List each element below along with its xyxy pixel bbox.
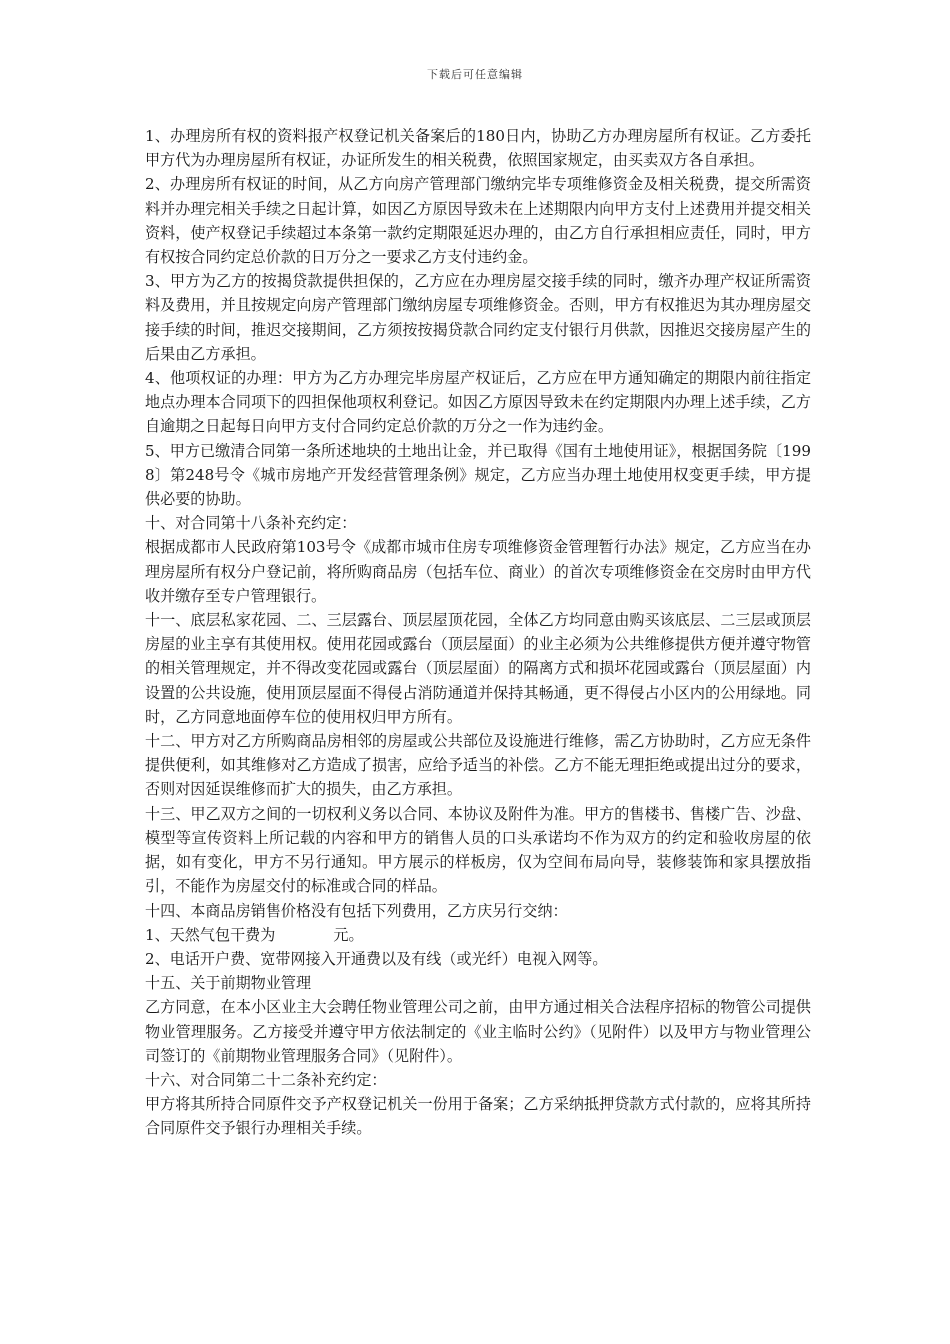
section-11: 十一、底层私家花园、二、三层露台、顶层屋顶花园，全体乙方均同意由购买该底层、二三层或顶层房屋的业主享有其使用权。使用花园或露台（顶层屋面）的业主必须为公共维修提供方便并遵守物管的相关管理规定，并不得改变花园或露台（顶层屋面）的隔离方式和损坏花园或露台（顶层屋面）内设置的公共设施，使用顶层屋面不得侵占消防通道并保持其畅通，更不得侵占小区内的公用绿地。同时，乙方同意地面停车位的使用权归甲方所有。 — [145, 611, 811, 726]
section-heading-16: 十六、对合同第二十二条补充约定： — [145, 1070, 387, 1089]
section-heading-15: 十五、关于前期物业管理 — [145, 974, 312, 993]
page-header: 下载后可任意编辑 — [427, 68, 523, 81]
paragraph-clause-4: 4、他项权证的办理：甲方为乙方办理完毕房屋产权证后，乙方应在甲方通知确定的期限内前往指定地点办理本合同项下的四担保他项权利登记。如因乙方原因导致未在约定期限内办理上述手续，乙方自逾期之日起每日向甲方支付合同约定总价款的万分之一作为违约金。 — [145, 369, 811, 436]
gas-fee-prefix: 1、天然气包干费为 — [145, 925, 276, 944]
paragraph-clause-3: 3、甲方为乙方的按揭贷款提供担保的，乙方应在办理房屋交接手续的同时，缴齐办理产权证所需资料及费用，并且按规定向房产管理部门缴纳房屋专项维修资金。否则，甲方有权推迟为其办理房屋交接手续的时间，推迟交接期间，乙方须按按揭贷款合同约定支付银行月供款，因推迟交接房屋产生的后果由乙方承担。 — [145, 272, 811, 363]
gas-fee-line — [145, 923, 811, 947]
section-14-item-2: 2、电话开户费、宽带网接入开通费以及有线（或光纤）电视入网等。 — [145, 949, 608, 968]
paragraph-clause-5: 5、甲方已缴清合同第一条所述地块的土地出让金，并已取得《国有土地使用证》，根据国务院〔1998〕第248号令《城市房地产开发经营管理条例》规定，乙方应当办理土地使用权变更手续，甲方提供必要的协助。 — [145, 441, 811, 509]
paragraph-section-16: 甲方将其所持合同原件交予产权登记机关一份用于备案；乙方采纳抵押贷款方式付款的，应将其所持合同原件交予银行办理相关手续。 — [145, 1095, 811, 1138]
section-heading-14: 十四、本商品房销售价格没有包括下列费用，乙方庆另行交纳： — [145, 901, 568, 920]
paragraph-section-10: 根据成都市人民政府第103号令《成都市城市住房专项维修资金管理暂行办法》规定，乙方应当在办理房屋所有权分户登记前，将所购商品房（包括车位、商业）的首次专项维修资金在交房时由甲方代收并缴存至专户管理银行。 — [145, 538, 811, 605]
gas-fee-suffix: 元。 — [333, 925, 364, 944]
paragraph-clause-2: 2、办理房所有权证的时间，从乙方向房产管理部门缴纳完毕专项维修资金及相关税费，提交所需资料并办理完相关手续之日起计算，如因乙方原因导致未在上述期限内向甲方支付上述费用并提交相关资料，使产权登记手续超过本条第一款约定期限延迟办理的，由乙方自行承担相应责任，同时，甲方有权按合同约定总价款的日万分之一要求乙方支付违约金。 — [145, 175, 811, 267]
paragraph-clause-1: 1、办理房所有权的资料报产权登记机关备案后的180日内，协助乙方办理房屋所有权证。乙方委托甲方代为办理房屋所有权证，办证所发生的相关税费，依照国家规定，由买卖双方各自承担。 — [145, 127, 811, 170]
section-13: 十三、甲乙双方之间的一切权利义务以合同、本协议及附件为准。甲方的售楼书、售楼广告、沙盘、模型等宣传资料上所记载的内容和甲方的销售人员的口头承诺均不作为双方的约定和验收房屋的依据，如有变化，甲方不另行通知。甲方展示的样板房，仅为空间布局向导，装修装饰和家具摆放指引，不能作为房屋交付的标准或合同的样品。 — [145, 804, 811, 896]
document-body — [145, 124, 811, 1141]
section-12: 十二、甲方对乙方所购商品房相邻的房屋或公共部位及设施进行维修，需乙方协助时，乙方应无条件提供便利，如其维修对乙方造成了损害，应给予适当的补偿。乙方不能无理拒绝或提出过分的要求，否则对因延误维修而扩大的损失，由乙方承担。 — [145, 732, 811, 799]
paragraph-section-15: 乙方同意，在本小区业主大会聘任物业管理公司之前，由甲方通过相关合法程序招标的物管公司提供物业管理服务。乙方接受并遵守甲方依法制定的《业主临时公约》（见附件）以及甲方与物业管理公司签订的《前期物业管理服务合同》（见附件）。 — [145, 998, 811, 1065]
section-heading-10: 十、对合同第十八条补充约定： — [145, 514, 357, 533]
